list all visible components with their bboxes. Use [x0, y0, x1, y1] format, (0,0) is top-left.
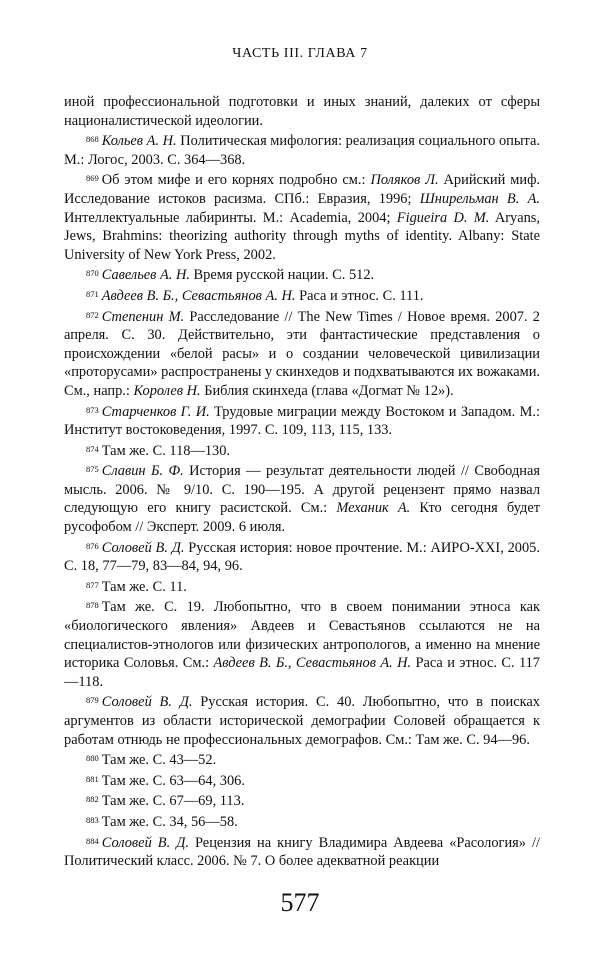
footnote-number: 876: [86, 540, 99, 551]
footnote-author: Механик А.: [336, 500, 411, 517]
footnote-884: [64, 832, 540, 871]
footnote-879: [64, 691, 540, 749]
footnote-text: Там же. С. 34, 56—58.: [101, 813, 238, 830]
footnote-text: Кто сегодня будет русофобом // Эксперт. 2009. 6 июля.: [64, 500, 540, 536]
footnote-text: Там же. С. 118—130.: [101, 442, 231, 459]
footnote-870: [64, 264, 540, 285]
footnote-text: Там же. С. 67—69, 113.: [101, 793, 245, 810]
footnote-873: [64, 401, 540, 440]
footnote-number: 881: [86, 773, 99, 784]
footnote-number: 870: [86, 268, 99, 279]
footnote-881: [64, 770, 540, 791]
footnote-number: 878: [86, 600, 99, 611]
footnote-text: Там же. С. 19. Любопытно, что в своем понимании этноса как «биологического явления» Авдеев и Севастьянов ссылаются не на специалистов-этнологов или физических антропологов, а именно на мнение историка Соловья. См.:: [64, 599, 540, 672]
footnote-text: Интеллектуальные лабиринты. М.: Academia, 2004;: [64, 209, 397, 226]
footnote-author: Савельев А. Н.: [101, 267, 190, 284]
footnote-text: Там же. С. 11.: [101, 578, 187, 595]
running-head: ЧАСТЬ III. ГЛАВА 7: [232, 46, 368, 61]
footnote-text: Aryans, Jews, Brahmins: theorizing authority through myths of identity. Albany: State University of New York Press, 2002.: [64, 209, 540, 263]
footnote-number: 882: [86, 794, 99, 805]
footnote-author: Figueira D. M.: [396, 209, 490, 226]
footnote-number: 873: [86, 404, 99, 415]
footnote-author: Авдеев В. Б., Севастьянов А. Н.: [213, 655, 412, 672]
footnote-author: Поляков Л.: [370, 172, 439, 189]
footnote-number: 883: [86, 814, 99, 825]
footnote-text: Русская история. С. 40. Любопытно, что в поисках аргументов из области исторической демографии Соловей обращается к работам отнюдь не профессиональных демографов. См.: Там же. С. 94—96.: [64, 694, 540, 748]
footnote-number: 880: [86, 753, 99, 764]
footnote-author: Королев Н.: [133, 382, 201, 399]
footnote-number: 871: [86, 288, 99, 299]
footnote-text: Библия скинхеда (глава «Догмат № 12»).: [200, 382, 454, 399]
footnote-872: [64, 306, 540, 401]
footnote-text: Расследование // The New Times / Новое время. 2007. 2 апреля. С. 30. Действительно, эти фантастические представления о происхождении «белой расы» и о создании человеческой цивилизации «проторусами» распространены у скинхедов и подхватываются их вожаками. См., напр.:: [64, 308, 540, 399]
footnote-text: Трудовые миграции между Востоком и Западом. М.: Институт востоковедения, 1997. С. 109, 113, 115, 133.: [64, 403, 540, 439]
footnote-text: Политическая мифология: реализация социального опыта. М.: Логос, 2003. С. 364—368.: [64, 133, 540, 168]
footnote-869: [64, 169, 540, 264]
page-number: 577: [280, 888, 320, 917]
footnote-author: Шнирельман В. А.: [419, 190, 540, 207]
footnote-text: Арийский миф. Исследование истоков расизма. СПб.: Евразия, 1996;: [64, 172, 540, 207]
continuation-paragraph: иной профессиональной подготовки и иных знаний, далеких от сферы националистической идеологии.: [64, 94, 540, 129]
footnote-text: Рецензия на книгу Владимира Авдеева «Расология» // Политический класс. 2006. № 7. О более адекватной реакции: [64, 834, 540, 870]
footnote-author: Соловей В. Д.: [101, 539, 185, 556]
footnote-list: [64, 130, 540, 871]
footnote-text: Раса и этнос. С. 111.: [295, 287, 424, 304]
footnote-number: 884: [86, 835, 99, 846]
footnote-877: [64, 576, 540, 597]
footnote-number: 879: [86, 695, 99, 706]
footnote-text: Раса и этнос. С. 117—118.: [64, 655, 541, 690]
footnote-author: Славин Б. Ф.: [101, 463, 184, 480]
footnote-882: [64, 790, 540, 811]
footnote-878: [64, 596, 540, 691]
footnote-text: История — результат деятельности людей // Свободная мысль. 2006. № 9/10. С. 190—195. А другой рецензент прямо назвал следующую его книгу расистской. См.:: [64, 463, 540, 517]
footnote-number: 877: [86, 579, 99, 590]
footnote-number: 872: [86, 309, 99, 320]
footnote-text: Время русской нации. С. 512.: [189, 267, 375, 284]
footnote-author: Соловей В. Д.: [101, 834, 189, 851]
footnote-text: Об этом мифе и его корнях подробно см.:: [101, 172, 371, 189]
footnote-880: [64, 749, 540, 770]
footnote-number: 868: [86, 134, 99, 145]
footnote-number: 874: [86, 443, 99, 454]
footnote-author: Соловей В. Д.: [101, 694, 193, 711]
footnote-text: Там же. С. 63—64, 306.: [101, 772, 245, 789]
footnote-author: Степенин М.: [101, 308, 185, 325]
footnote-871: [64, 285, 540, 306]
footnote-author: Авдеев В. Б., Севастьянов А. Н.: [101, 287, 296, 304]
footnote-868: [64, 130, 540, 169]
footnote-author: Старченков Г. И.: [101, 403, 210, 420]
footnote-author: Кольев А. Н.: [101, 133, 177, 150]
footnote-876: [64, 537, 540, 576]
footnote-874: [64, 440, 540, 461]
footnote-number: 869: [86, 173, 99, 184]
footnotes-block: [64, 93, 540, 871]
footnote-875: [64, 460, 540, 536]
footnote-883: [64, 811, 540, 832]
footnote-text: Русская история: новое прочтение. М.: АИРО-XXI, 2005. С. 18, 77—79, 83—84, 94, 96.: [64, 539, 540, 575]
footnote-number: 875: [86, 464, 99, 475]
footnote-text: Там же. С. 43—52.: [101, 752, 217, 769]
